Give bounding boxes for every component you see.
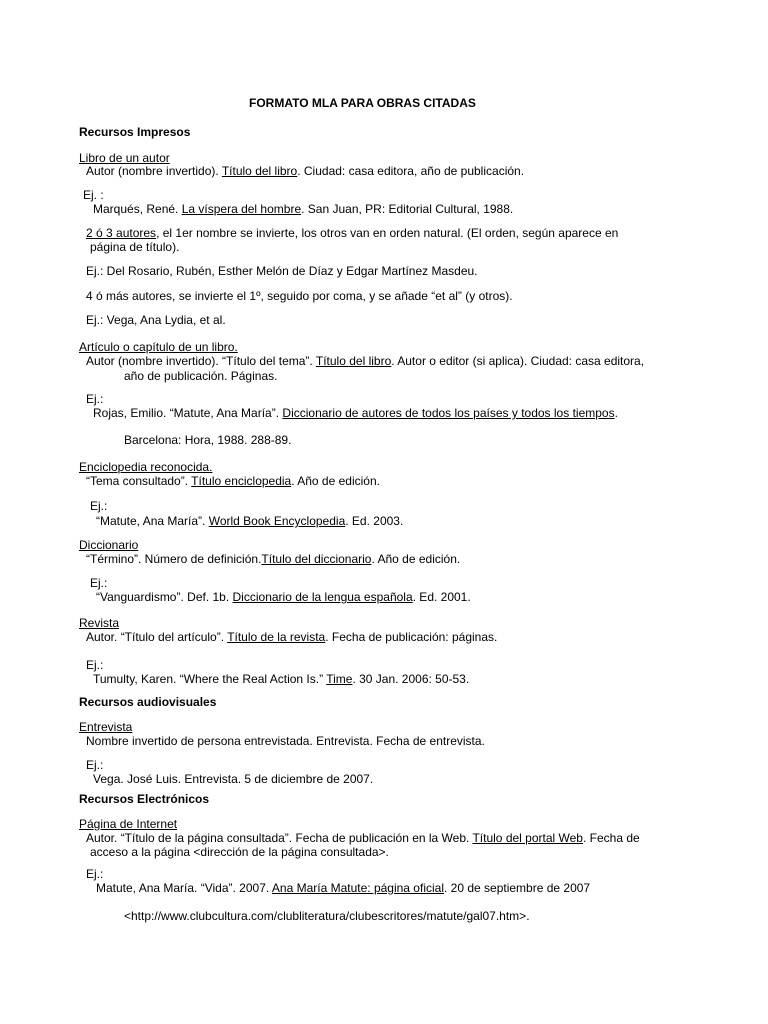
format-line-internet: Autor. “Título de la página consultada”. Fecha de publicación en la Web. Título del portal Web. Fecha de xyxy=(86,831,640,845)
example-two-three-authors: Ej.: Del Rosario, Rubén, Esther Melón de Díaz y Edgar Martínez Masdeu. xyxy=(86,264,478,278)
rule-two-three-authors: 2 ó 3 autores, el 1er nombre se invierte, los otros van en orden natural. (El orden, según aparece en xyxy=(86,226,619,240)
section-heading-electronic: Recursos Electrónicos xyxy=(79,792,210,806)
example-line-entrevista: Vega. José Luis. Entrevista. 5 de diciembre de 2007. xyxy=(93,772,374,786)
format-line-diccionario: “Término”. Número de definición.Título del diccionario. Año de edición. xyxy=(86,552,461,566)
rule-two-three-authors-line2: página de título). xyxy=(90,240,180,254)
example-four-authors: Ej.: Vega, Ana Lydia, et al. xyxy=(86,313,226,327)
format-line-libro: Autor (nombre invertido). Título del libro. Ciudad: casa editora, año de publicación. xyxy=(86,164,525,178)
example-line-diccionario: “Vanguardismo”. Def. 1b. Diccionario de la lengua española. Ed. 2001. xyxy=(96,590,471,604)
format-line-revista: Autor. “Título del artículo”. Título de la revista. Fecha de publicación: páginas. xyxy=(86,630,498,644)
section-heading-printed: Recursos Impresos xyxy=(79,125,191,139)
example-line-libro: Marqués, René. La víspera del hombre. San Juan, PR: Editorial Cultural, 1988. xyxy=(93,202,514,216)
format-line-articulo: Autor (nombre invertido). “Título del tema”. Título del libro. Autor o editor (si aplica). Ciudad: casa editora, xyxy=(86,354,645,368)
example-line-revista: Tumulty, Karen. “Where the Real Action Is.” Time. 30 Jan. 2006: 50-53. xyxy=(93,672,470,686)
example-line-articulo: Rojas, Emilio. “Matute, Ana María”. Diccionario de autores de todos los países y todos los tiempos. xyxy=(93,406,618,420)
example-label: Ej. : xyxy=(83,188,104,202)
format-line-entrevista: Nombre invertido de persona entrevistada. Entrevista. Fecha de entrevista. xyxy=(86,734,485,748)
entry-heading-enciclopedia: Enciclopedia reconocida. xyxy=(79,460,213,474)
page-title: FORMATO MLA PARA OBRAS CITADAS xyxy=(249,96,476,110)
example-line-internet: Matute, Ana María. “Vida”. 2007. Ana María Matute: página oficial. 20 de septiembre de 2007 xyxy=(96,881,591,895)
entry-heading-diccionario: Diccionario xyxy=(79,538,139,552)
entry-heading-articulo: Artículo o capítulo de un libro. xyxy=(79,340,238,354)
format-line-internet-2: acceso a la página <dirección de la página consultada>. xyxy=(90,845,389,859)
example-label: Ej.: xyxy=(86,867,104,881)
example-label: Ej.: xyxy=(86,392,104,406)
section-heading-audiovisual: Recursos audiovisuales xyxy=(79,695,217,709)
example-line-enciclopedia: “Matute, Ana María”. World Book Encyclopedia. Ed. 2003. xyxy=(96,514,404,528)
example-label: Ej.: xyxy=(90,576,108,590)
entry-heading-revista: Revista xyxy=(79,616,120,630)
entry-heading-libro: Libro de un autor xyxy=(79,151,170,165)
rule-four-authors: 4 ó más autores, se invierte el 1º, seguido por coma, y se añade “et al” (y otros). xyxy=(86,289,513,303)
example-url-internet: <http://www.clubcultura.com/clubliteratura/clubescritores/matute/gal07.htm>. xyxy=(124,909,530,923)
example-line-articulo-2: Barcelona: Hora, 1988. 288-89. xyxy=(124,433,292,447)
example-label: Ej.: xyxy=(86,758,104,772)
entry-heading-internet: Página de Internet xyxy=(79,817,178,831)
format-line-enciclopedia: “Tema consultado”. Título enciclopedia. Año de edición. xyxy=(86,474,380,488)
example-label: Ej.: xyxy=(90,499,108,513)
entry-heading-entrevista: Entrevista xyxy=(79,720,133,734)
example-label: Ej.: xyxy=(86,658,104,672)
format-line-articulo-2: año de publicación. Páginas. xyxy=(124,369,278,383)
